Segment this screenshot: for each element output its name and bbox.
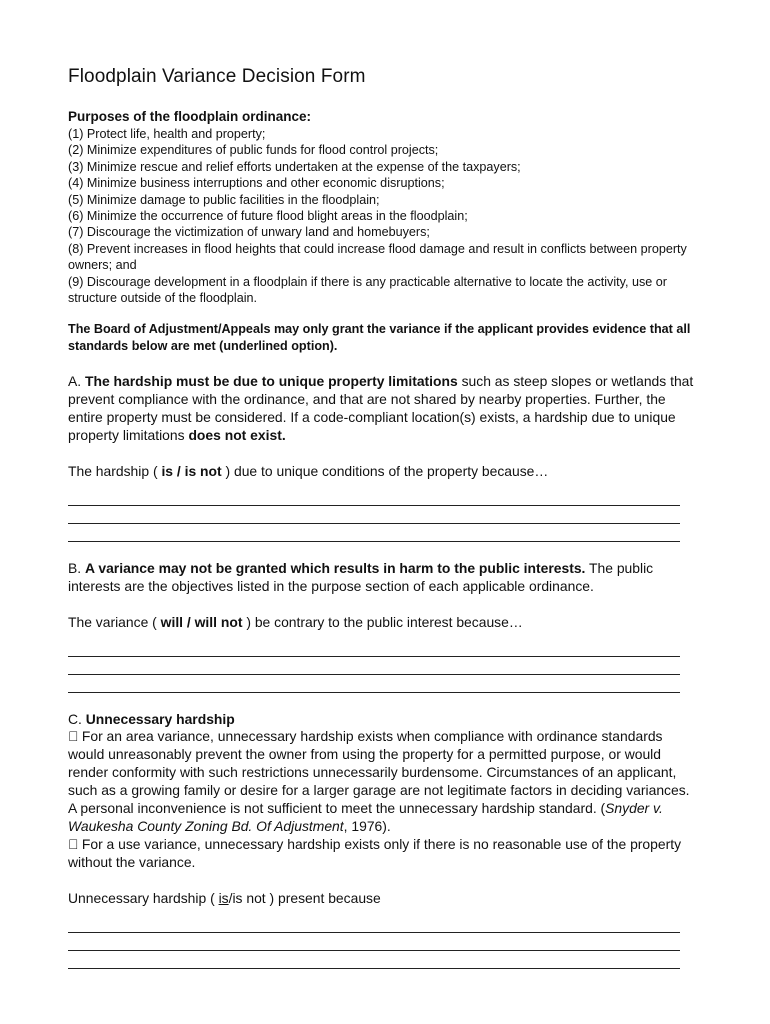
statement-pre: The variance ( (68, 613, 161, 630)
answer-line[interactable] (68, 675, 680, 693)
section-c-area-bullet (68, 728, 698, 835)
bullet-icon (68, 836, 78, 854)
answer-line[interactable] (68, 915, 680, 933)
section-a-prefix: A. (68, 373, 85, 390)
purpose-item: (3) Minimize rescue and relief efforts undertaken at the expense of the taxpayers; (68, 159, 521, 174)
section-a-body: such as steep slopes or wetlands that prevent compliance with the ordinance, and that are not shared by nearby properties. Further, the entire property must be considered. If a code-compliant location(s) exists, a hardship due to unique property limitations (68, 373, 694, 443)
purpose-item: (9) Discourage development in a floodplain if there is any practicable alternative to locate the activity, use or structure outside of the floodplain. (68, 274, 667, 306)
purpose-item: (8) Prevent increases in flood heights that could increase flood damage and result in conflicts between property owners; and (68, 241, 687, 273)
answer-line[interactable] (68, 524, 680, 542)
section-b-body: The public interests are the objectives listed in the purpose section of each applicable ordinance. (68, 559, 654, 594)
section-b-prefix: B. (68, 559, 85, 576)
purpose-item: (1) Protect life, health and property; (68, 127, 266, 141)
section-c-answer-lines[interactable] (68, 915, 698, 969)
section-c-citation-tail: , 1976). (343, 817, 391, 834)
purposes-list (68, 126, 698, 306)
board-note: The Board of Adjustment/Appeals may only grant the variance if the applicant provides evidence that all standards below are met (underlined option). (68, 322, 691, 353)
statement-pre: The hardship ( (68, 462, 162, 479)
section-b-lead: A variance may not be granted which results in harm to the public interests. (84, 559, 586, 576)
section-a-options[interactable]: is / is not (161, 462, 222, 479)
purpose-item: (2) Minimize expenditures of public funds for flood control projects; (68, 143, 439, 158)
section-b-statement (68, 614, 698, 632)
statement-pre: Unnecessary hardship ( (68, 889, 219, 906)
section-a-answer-lines[interactable] (68, 488, 698, 542)
purpose-item: (5) Minimize damage to public facilities in the floodplain; (68, 192, 380, 207)
purpose-item: (7) Discourage the victimization of unwary land and homebuyers; (68, 225, 430, 240)
section-c-lead: Unnecessary hardship (85, 710, 235, 727)
section-b-options[interactable]: will / will not (160, 613, 243, 630)
section-a-text (68, 373, 698, 445)
section-b-answer-lines[interactable] (68, 639, 698, 693)
section-c-heading (68, 711, 698, 729)
purpose-item: (4) Minimize business interruptions and other economic disruptions; (68, 176, 445, 191)
answer-line[interactable] (68, 933, 680, 951)
purposes-heading: Purposes of the floodplain ordinance: (68, 109, 312, 124)
statement-post: ) due to unique conditions of the property because… (221, 462, 549, 479)
answer-line[interactable] (68, 488, 680, 506)
page-title: Floodplain Variance Decision Form (68, 66, 366, 87)
answer-line[interactable] (68, 951, 680, 969)
answer-line[interactable] (68, 657, 680, 675)
section-c-area-text: For an area variance, unnecessary hardship exists when compliance with ordinance standards would unreasonably prevent the owner from using the property for a permitted purpose, or would render conformity with such restrictions unnecessarily burdensome. Circumstances of an applicant, such as a growing family or desire for a larger garage are not legitimate factors in deciding variances. A personal inconvenience is not sufficient to meet the unnecessary hardship standard. ( (68, 728, 690, 817)
bullet-icon (68, 728, 78, 746)
answer-line[interactable] (68, 506, 680, 524)
section-c-use-bullet (68, 836, 698, 872)
section-a-tail: does not exist. (188, 427, 286, 443)
section-c-option-rest[interactable]: /is not ) present because (228, 889, 381, 906)
section-c-prefix: C. (68, 710, 86, 727)
section-b-text (68, 560, 698, 596)
section-a-lead: The hardship must be due to unique property limitations (84, 373, 458, 390)
section-c-statement (68, 890, 698, 908)
answer-line[interactable] (68, 639, 680, 657)
section-c-use-text: For a use variance, unnecessary hardship exists only if there is no reasonable use of the property without the variance. (68, 835, 682, 870)
section-a-statement (68, 463, 698, 481)
section-c-citation: Snyder v. Waukesha County Zoning Bd. Of Adjustment (68, 800, 663, 834)
statement-post: ) be contrary to the public interest because… (242, 613, 523, 630)
section-c-option-is[interactable]: is (218, 889, 229, 906)
form-page (68, 66, 698, 969)
purpose-item: (6) Minimize the occurrence of future flood blight areas in the floodplain; (68, 209, 468, 224)
